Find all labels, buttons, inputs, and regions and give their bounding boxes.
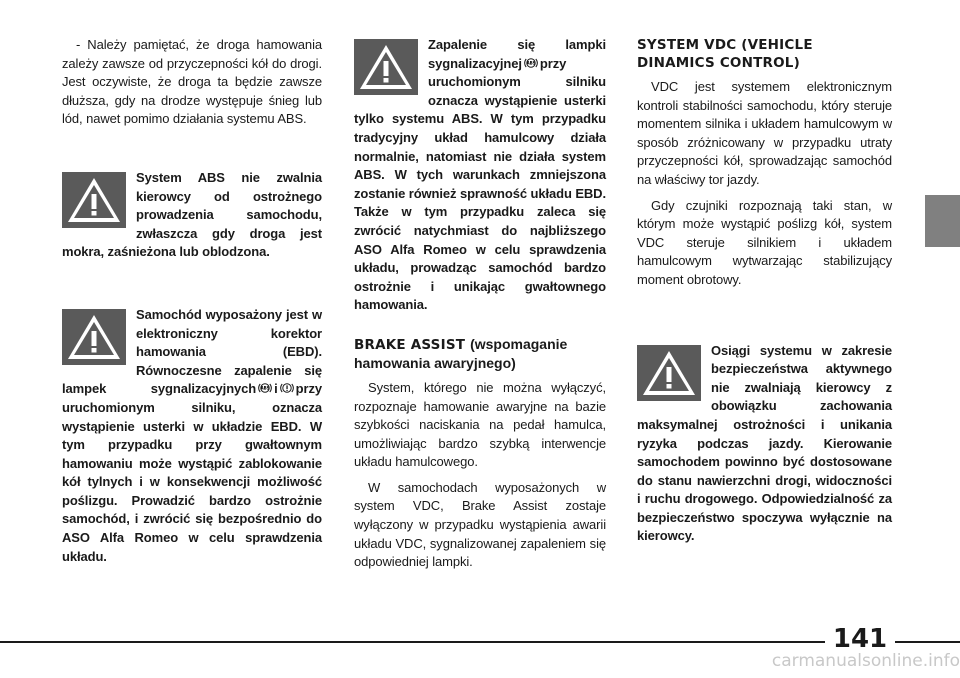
paragraph: Gdy czujniki rozpoznają taki stan, w którym może wystąpić poślizg kół, system VDC steruje silnikiem i układem hamulcowym wytwarzając stabilizujący moment obrotowy. — [637, 197, 892, 287]
warning-triangle-icon — [62, 309, 126, 365]
column-left — [62, 36, 322, 566]
footer-rule — [895, 641, 960, 643]
warning-text: Zapalenie się lampki sygnalizacyjnej ABS przy uruchomionym silniku oznacza wystąpienie usterki tylko systemu ABS. W tym przypadku tradycyjny układ hamulcowy działa normalnie, natomiast nie działa system ABS. W tych warunkach zmniejszona zostanie również sprawność układu EBD. Także w tym przypadku zaleca się zwrócić natychmiast do najbliższego ASO Alfa Romeo w celu sprawdzenia układu, prowadząc samochód bardzo ostrożnie i unikając gwałtownego hamowania. — [354, 37, 606, 313]
warning-ebd — [62, 306, 322, 566]
section-title-brake-assist: BRAKE ASSIST (wspomaganie hamowania awaryjnego) — [354, 335, 568, 371]
page-number: 141 — [832, 624, 888, 654]
warning-triangle-icon — [637, 345, 701, 401]
warning-triangle-icon — [62, 172, 126, 228]
svg-text:ABS: ABS — [260, 385, 270, 391]
watermark: carmanualsonline.info — [771, 651, 960, 671]
footer-rule — [0, 641, 825, 643]
abs-lamp-icon — [258, 381, 272, 395]
column-middle — [354, 36, 606, 572]
warning-text: Osiągi systemu w zakresie bezpieczeństwa aktywnego nie zwalniają kierowcy z obowiązku zachowania maksymalnej ostrożności i unikania ryzyka podczas jazdy. Kierowanie samochodem powinno być dostosowane do stanu nawierzchni drogi, widoczności i ruchu drogowego. Odpowiedzialność za bezpieczeństwo spoczywa wyłącznie na kierowcy. — [637, 342, 892, 544]
column-right — [637, 36, 892, 546]
abs-lamp-icon — [524, 56, 538, 70]
section-side-tab — [925, 195, 960, 247]
section-title-vdc: SYSTEM VDC (VEHICLE DINAMICS CONTROL) — [637, 37, 813, 71]
paragraph: System, którego nie można wyłączyć, rozpoznaje hamowanie awaryjne na bazie szybkości naciskania na pedał hamulca, umożliwiając bardzo szybką interwencje układu hamulcowego. — [354, 379, 606, 470]
warning-text: Samochód wyposażony jest w elektroniczny korektor hamowania (EBD). Równoczesne zapalenie się lampek sygnalizacyjnych ABS i przy uruchomionym silniku, oznacza wystąpienie usterki w układzie EBD. W tym przypadku przy gwałtownym hamowaniu może wystąpić zablokowanie kół tylnych i w konsekwencji możliwość poślizgu. Prowadzić bardzo ostrożnie samochód, i zwrócić się bezpośrednio do ASO Alfa Romeo w celu sprawdzenia układu. — [62, 306, 322, 564]
warning-triangle-icon — [354, 39, 418, 95]
paragraph: VDC jest systemem elektronicznym kontroli stabilności samochodu, który steruje momentem silnika i układem hamulcowym w sposób zróżnicowany w przypadku utraty przyczepności kół, sprowadzając samochód na właściwy tor jazdy. — [637, 79, 892, 187]
warning-abs-caution — [62, 169, 322, 262]
warning-text: System ABS nie zwalnia kierowcy od ostrożnego prowadzenia samochodu, zwłaszcza gdy droga jest mokra, zaśnieżona lub oblodzona. — [62, 169, 322, 260]
warning-vdc-responsibility — [637, 342, 892, 547]
warning-abs-failure — [354, 36, 606, 315]
svg-text:ABS: ABS — [526, 60, 536, 66]
brake-warning-lamp-icon — [280, 381, 294, 395]
abs-braking-distance-note: - Należy pamiętać, że droga hamowania zależy zawsze od przyczepności kół do drogi. Jest oczywiste, że droga ta będzie zawsze dłuższa, gdy na drodze występuje śnieg lub lód, nawet pomimo działania systemu ABS. — [62, 37, 322, 127]
paragraph: W samochodach wyposażonych w system VDC, Brake Assist zostaje wyłączony w przypadku wystąpienia awarii układu VDC, sygnalizowanej zapaleniem się odpowiedniej lampki. — [354, 479, 606, 570]
